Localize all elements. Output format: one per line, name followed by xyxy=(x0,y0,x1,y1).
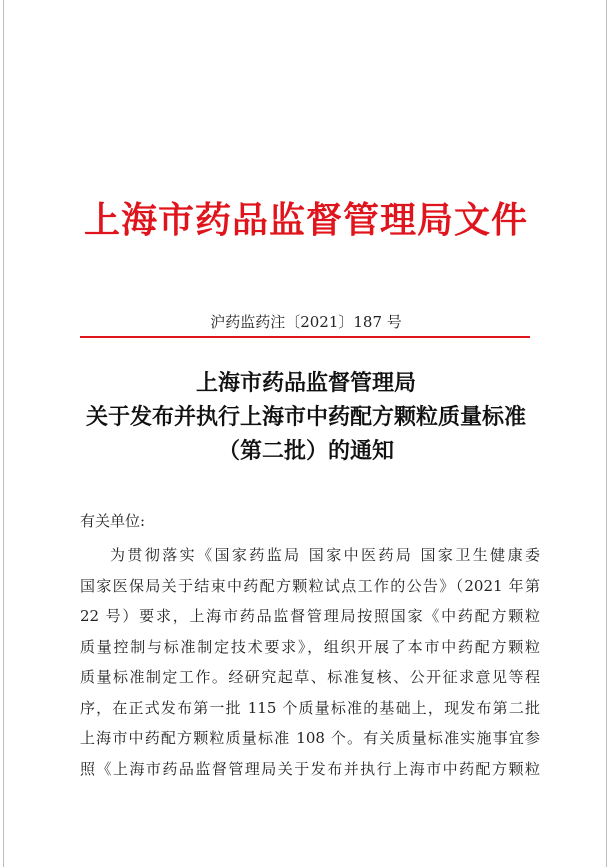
salutation: 有关单位: xyxy=(80,512,146,530)
body-line: 上海市中药配方颗粒质量标准 108 个。有关质量标准实施事宜参 xyxy=(80,729,540,747)
body-line: 为贯彻落实《国家药监局 国家中医药局 国家卫生健康委 xyxy=(110,546,540,564)
body-line: 国家医保局关于结束中药配方颗粒试点工作的公告》（2021 年第 xyxy=(80,576,540,595)
document-number: 沪药监药注〔2021〕187 号 xyxy=(210,313,402,331)
body-line: 22 号）要求，上海市药品监督管理局按照国家《中药配方颗粒 xyxy=(80,607,540,625)
issuer-header: 上海市药品监督管理局文件 xyxy=(83,199,528,241)
body-paragraph xyxy=(80,540,540,784)
body-line: 照《上海市药品监督管理局关于发布并执行上海市中药配方颗粒 xyxy=(80,759,540,778)
body-line: 质量标准制定工作。经研究起草、标准复核、公开征求意见等程 xyxy=(80,668,540,686)
body-line: 质量控制与标准制定技术要求》，组织开展了本市中药配方颗粒 xyxy=(80,637,540,656)
notice-title-line-3: （第二批）的通知 xyxy=(217,438,394,464)
red-divider-line xyxy=(80,336,530,338)
page-edge-right xyxy=(606,0,607,867)
body-line: 序，在正式发布第一批 115 个质量标准的基础上，现发布第二批 xyxy=(80,698,540,717)
notice-title-line-1: 上海市药品监督管理局 xyxy=(195,370,416,396)
page-edge-left xyxy=(3,0,4,867)
notice-title-line-2: 关于发布并执行上海市中药配方颗粒质量标准 xyxy=(85,404,526,430)
